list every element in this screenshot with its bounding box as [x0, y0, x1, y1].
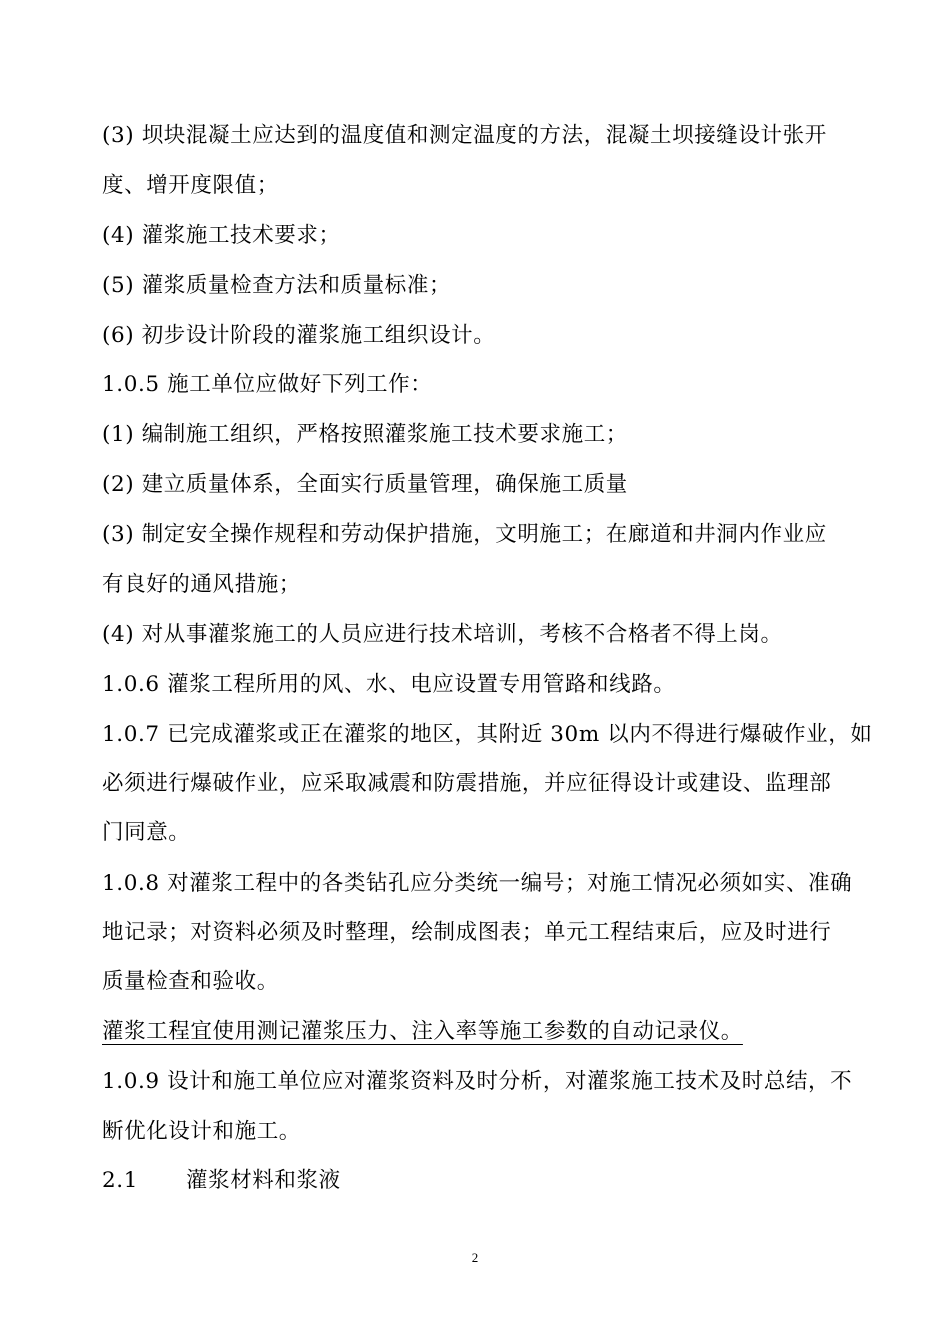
paragraph-line: (6) 初步设计阶段的灌浆施工组织设计。	[102, 323, 496, 348]
paragraph-line: (4) 对从事灌浆施工的人员应进行技术培训，考核不合格者不得上岗。	[102, 622, 783, 647]
paragraph-line: 1.0.5 施工单位应做好下列工作：	[102, 372, 433, 397]
section-heading	[102, 1166, 850, 1196]
page-number: 2	[471, 1250, 479, 1265]
paragraph-line: (1) 编制施工组织，严格按照灌浆施工技术要求施工；	[102, 422, 628, 447]
paragraph-line: (4) 灌浆施工技术要求；	[102, 223, 341, 248]
section-number: 2.1	[102, 1168, 138, 1193]
paragraph-line: 度、增开度限值；	[102, 173, 279, 198]
paragraph-line: 断优化设计和施工。	[102, 1119, 301, 1144]
paragraph-line: (3) 坝块混凝土应达到的温度值和测定温度的方法，混凝土坝接缝设计张开	[102, 123, 827, 148]
paragraph-line: 必须进行爆破作业，应采取减震和防震措施，并应征得设计或建设、监理部	[102, 771, 832, 796]
paragraph-line: (3) 制定安全操作规程和劳动保护措施，文明施工；在廊道和井洞内作业应	[102, 522, 827, 547]
section-title: 灌浆材料和浆液	[186, 1168, 341, 1193]
paragraph-line: 1.0.6 灌浆工程所用的风、水、电应设置专用管路和线路。	[102, 672, 676, 697]
paragraph-line: 1.0.8 对灌浆工程中的各类钻孔应分类统一编号；对施工情况必须如实、准确	[102, 871, 853, 896]
paragraph-line: 有良好的通风措施；	[102, 572, 301, 597]
paragraph-line: 1.0.7 已完成灌浆或正在灌浆的地区，其附近 30m 以内不得进行爆破作业，如	[102, 722, 873, 747]
paragraph-line: 质量检查和验收。	[102, 969, 279, 994]
underlined-note-text: 灌浆工程宜使用测记灌浆压力、注入率等施工参数的自动记录仪。	[102, 1019, 743, 1044]
paragraph-line: 门同意。	[102, 820, 191, 845]
paragraph-line: (5) 灌浆质量检查方法和质量标准；	[102, 273, 452, 298]
underlined-note-line	[102, 1017, 850, 1047]
paragraph-line: 地记录；对资料必须及时整理，绘制成图表；单元工程结束后，应及时进行	[102, 920, 832, 945]
paragraph-line: (2) 建立质量体系，全面实行质量管理，确保施工质量	[102, 472, 628, 497]
paragraph-line: 1.0.9 设计和施工单位应对灌浆资料及时分析，对灌浆施工技术及时总结，不	[102, 1069, 853, 1094]
